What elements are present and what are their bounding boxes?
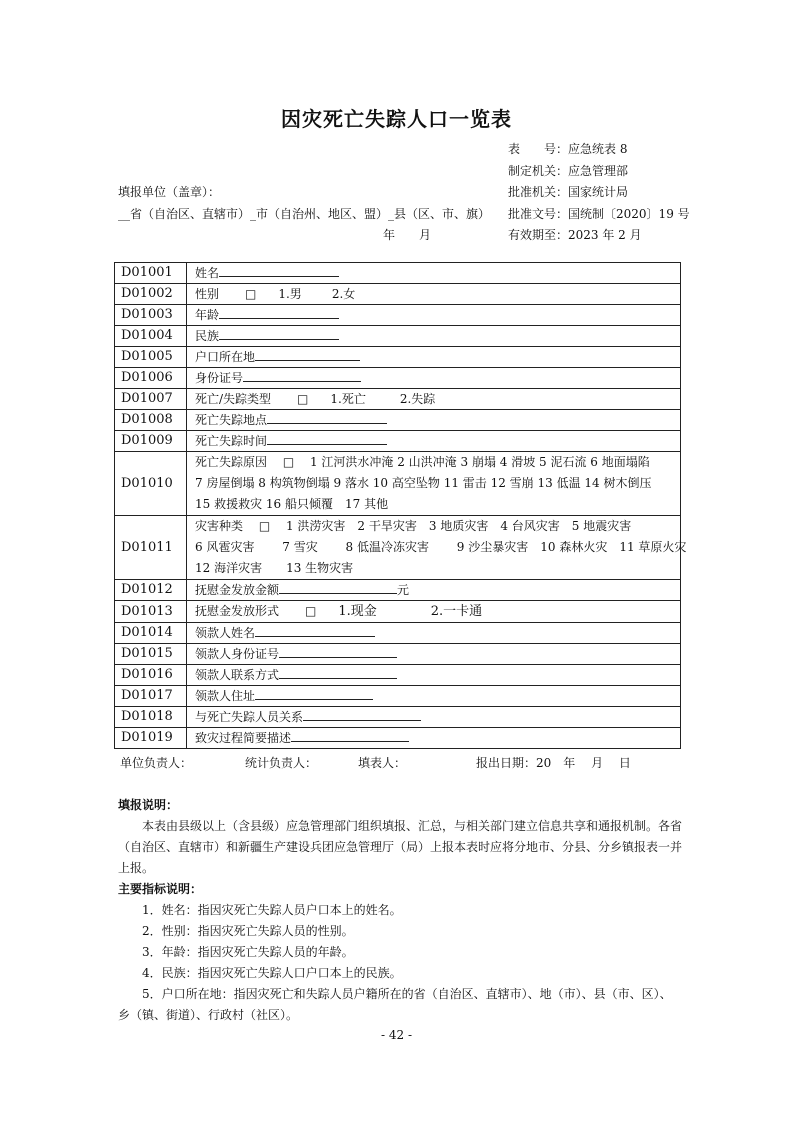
- row-code: D01018: [115, 707, 187, 728]
- row-content[interactable]: [187, 644, 681, 665]
- row-content[interactable]: [187, 284, 681, 305]
- notes-section: [118, 795, 684, 1026]
- row-code: D01005: [115, 347, 187, 368]
- document-title: 因灾死亡失踪人口一览表: [281, 107, 512, 131]
- field-label: 抚慰金发放金额: [195, 583, 280, 597]
- form-row-d01008: [115, 410, 681, 431]
- row-content[interactable]: [187, 580, 681, 601]
- field-label: 姓名: [195, 266, 220, 280]
- form-row-d01013: [115, 601, 681, 623]
- indicator-item: 5．户口所在地：指因灾死亡和失踪人员户籍所在的省（自治区、直辖市）、地（市）、县（市、区）、: [142, 987, 672, 1001]
- row-content[interactable]: [187, 728, 681, 749]
- row-code: D01012: [115, 580, 187, 601]
- row-code: D01008: [115, 410, 187, 431]
- row-code: D01011: [115, 516, 187, 580]
- option-label: 1.现金: [338, 604, 377, 619]
- field-label: 户口所在地: [195, 350, 256, 364]
- row-code: D01019: [115, 728, 187, 749]
- form-row-d01010: [115, 452, 681, 516]
- form-row-d01018: [115, 707, 681, 728]
- row-code: D01007: [115, 389, 187, 410]
- filler-date-line: 年 月: [383, 228, 432, 242]
- row-code: D01017: [115, 686, 187, 707]
- row-code: D01004: [115, 326, 187, 347]
- filler-region-line: __省（自治区、直辖市）_市（自治州、地区、盟）_县（区、市、旗）: [118, 207, 491, 221]
- fill-blank-line[interactable]: [255, 347, 360, 361]
- field-label: 死亡/失踪类型: [195, 392, 272, 406]
- footer-unit-head: 单位负责人：: [120, 756, 193, 770]
- field-label: 致灾过程简要描述: [195, 731, 292, 745]
- field-label: 领款人住址: [195, 689, 256, 703]
- row-content[interactable]: [187, 516, 687, 580]
- form-row-d01011: [115, 516, 681, 580]
- field-label: 死亡失踪时间: [195, 434, 268, 448]
- row-code: D01014: [115, 623, 187, 644]
- row-content[interactable]: [187, 347, 681, 368]
- form-row-d01009: [115, 431, 681, 452]
- form-table: [114, 262, 687, 749]
- fill-blank-line[interactable]: [267, 410, 387, 424]
- unit-suffix: 元: [397, 583, 410, 597]
- fill-blank-line[interactable]: [279, 665, 397, 679]
- meta-valid: 有效期至：2023 年 2 月: [508, 228, 642, 242]
- form-row-d01007: [115, 389, 681, 410]
- fill-blank-line[interactable]: [303, 707, 421, 721]
- footer-filler: 填表人：: [358, 756, 407, 770]
- option-line: 6 风雹灾害 7 雪灾 8 低温冷冻灾害 9 沙尘暴灾害 10 森林火灾 11 草原火灾: [195, 540, 687, 554]
- indicator-notes-title: 主要指标说明：: [118, 882, 203, 896]
- option-label: 2.一卡通: [430, 604, 483, 619]
- option-line: 灾害种类 □ 1 洪涝灾害 2 干旱灾害 3 地质灾害 4 台风灾害 5 地震灾害: [195, 519, 632, 533]
- fill-blank-line[interactable]: [291, 728, 409, 742]
- form-row-d01002: [115, 284, 681, 305]
- row-content[interactable]: [187, 431, 681, 452]
- form-row-d01019: [115, 728, 681, 749]
- indicator-item: 2．性别：指因灾死亡失踪人员的性别。: [142, 924, 354, 938]
- field-label: 领款人身份证号: [195, 647, 280, 661]
- fill-blank-line[interactable]: [219, 326, 339, 340]
- row-content[interactable]: [187, 707, 681, 728]
- fill-blank-line[interactable]: [219, 263, 339, 277]
- meta-approver: 批准机关：国家统计局: [508, 185, 629, 199]
- row-content[interactable]: [187, 623, 681, 644]
- option-line: 15 救援救灾 16 船只倾覆 17 其他: [195, 497, 389, 511]
- option-label: 2.女: [331, 287, 356, 301]
- form-row-d01017: [115, 686, 681, 707]
- field-label: 抚慰金发放形式: [195, 604, 280, 618]
- field-label: 领款人联系方式: [195, 668, 280, 682]
- row-code: D01003: [115, 305, 187, 326]
- fill-blank-line[interactable]: [279, 644, 397, 658]
- row-content[interactable]: [187, 368, 681, 389]
- indicator-item-cont: 乡（镇、街道）、行政村（社区）。: [118, 1008, 299, 1022]
- page-number: - 42 -: [380, 1028, 412, 1042]
- fill-blank-line[interactable]: [279, 580, 397, 594]
- row-content[interactable]: [187, 389, 681, 410]
- field-label: 与死亡失踪人员关系: [195, 710, 304, 724]
- row-code: D01013: [115, 601, 187, 623]
- form-row-d01004: [115, 326, 681, 347]
- row-content[interactable]: [187, 263, 681, 284]
- form-row-d01014: [115, 623, 681, 644]
- field-label: 年龄: [195, 308, 220, 322]
- fill-blank-line[interactable]: [219, 305, 339, 319]
- fill-blank-line[interactable]: [255, 623, 375, 637]
- fill-blank-line[interactable]: [267, 431, 387, 445]
- meta-org: 制定机关：应急管理部: [508, 164, 629, 178]
- option-label: 2.失踪: [399, 392, 436, 406]
- row-code: D01001: [115, 263, 187, 284]
- field-label: 民族: [195, 329, 220, 343]
- form-row-d01016: [115, 665, 681, 686]
- fill-blank-line[interactable]: [243, 368, 361, 382]
- form-row-d01001: [115, 263, 681, 284]
- form-row-d01015: [115, 644, 681, 665]
- row-content[interactable]: [187, 601, 681, 623]
- option-line: 12 海洋灾害 13 生物灾害: [195, 561, 354, 575]
- fill-blank-line[interactable]: [255, 686, 373, 700]
- row-content[interactable]: [187, 305, 681, 326]
- row-code: D01009: [115, 431, 187, 452]
- footer-report-date: 报出日期：20 年 月 日: [476, 756, 631, 770]
- row-content[interactable]: [187, 326, 681, 347]
- field-label: 死亡失踪地点: [195, 413, 268, 427]
- form-row-d01006: [115, 368, 681, 389]
- row-content[interactable]: [187, 665, 681, 686]
- form-row-d01003: [115, 305, 681, 326]
- checkbox-icon[interactable]: □: [245, 287, 257, 301]
- indicator-item: 3．年龄：指因灾死亡失踪人员的年龄。: [142, 945, 354, 959]
- meta-doc-no: 批准文号：国统制〔2020〕19 号: [508, 207, 690, 221]
- row-code: D01016: [115, 665, 187, 686]
- row-code: D01006: [115, 368, 187, 389]
- checkbox-icon[interactable]: □: [297, 392, 309, 406]
- filler-unit-label: 填报单位（盖章）：: [118, 185, 221, 199]
- indicator-item: 4．民族：指因灾死亡失踪人口户口本上的民族。: [142, 966, 402, 980]
- row-content[interactable]: [187, 686, 681, 707]
- form-row-d01005: [115, 347, 681, 368]
- footer-stat-head: 统计负责人：: [245, 756, 318, 770]
- row-content[interactable]: [187, 452, 681, 516]
- field-label: 领款人姓名: [195, 626, 256, 640]
- field-label: 身份证号: [195, 371, 244, 385]
- option-label: 1.男: [278, 287, 302, 301]
- indicator-item: 1．姓名：指因灾死亡失踪人员户口本上的姓名。: [142, 903, 402, 917]
- row-code: D01015: [115, 644, 187, 665]
- fill-notes-title: 填报说明：: [118, 798, 179, 812]
- row-content[interactable]: [187, 410, 681, 431]
- row-code: D01002: [115, 284, 187, 305]
- checkbox-icon[interactable]: □: [305, 604, 317, 618]
- field-label: 性别: [195, 287, 220, 301]
- meta-table-no: 表 号：应急统表 8: [508, 142, 628, 156]
- option-line: 7 房屋倒塌 8 构筑物倒塌 9 落水 10 高空坠物 11 雷击 12 雪崩 13 低温 14 树木倒压: [195, 476, 652, 490]
- option-line: 死亡失踪原因 □ 1 江河洪水冲淹 2 山洪冲淹 3 崩塌 4 滑坡 5 泥石流 6 地面塌陷: [195, 455, 650, 469]
- option-label: 1.死亡: [330, 392, 366, 406]
- form-row-d01012: [115, 580, 681, 601]
- row-code: D01010: [115, 452, 187, 516]
- fill-notes-text: 本表由县级以上（含县级）应急管理部门组织填报、汇总，与相关部门建立信息共享和通报机制。各省（自治区、直辖市）和新疆生产建设兵团应急管理厅（局）上报本表时应将分地市、分县、分乡镇报表一并上报。: [118, 819, 683, 875]
